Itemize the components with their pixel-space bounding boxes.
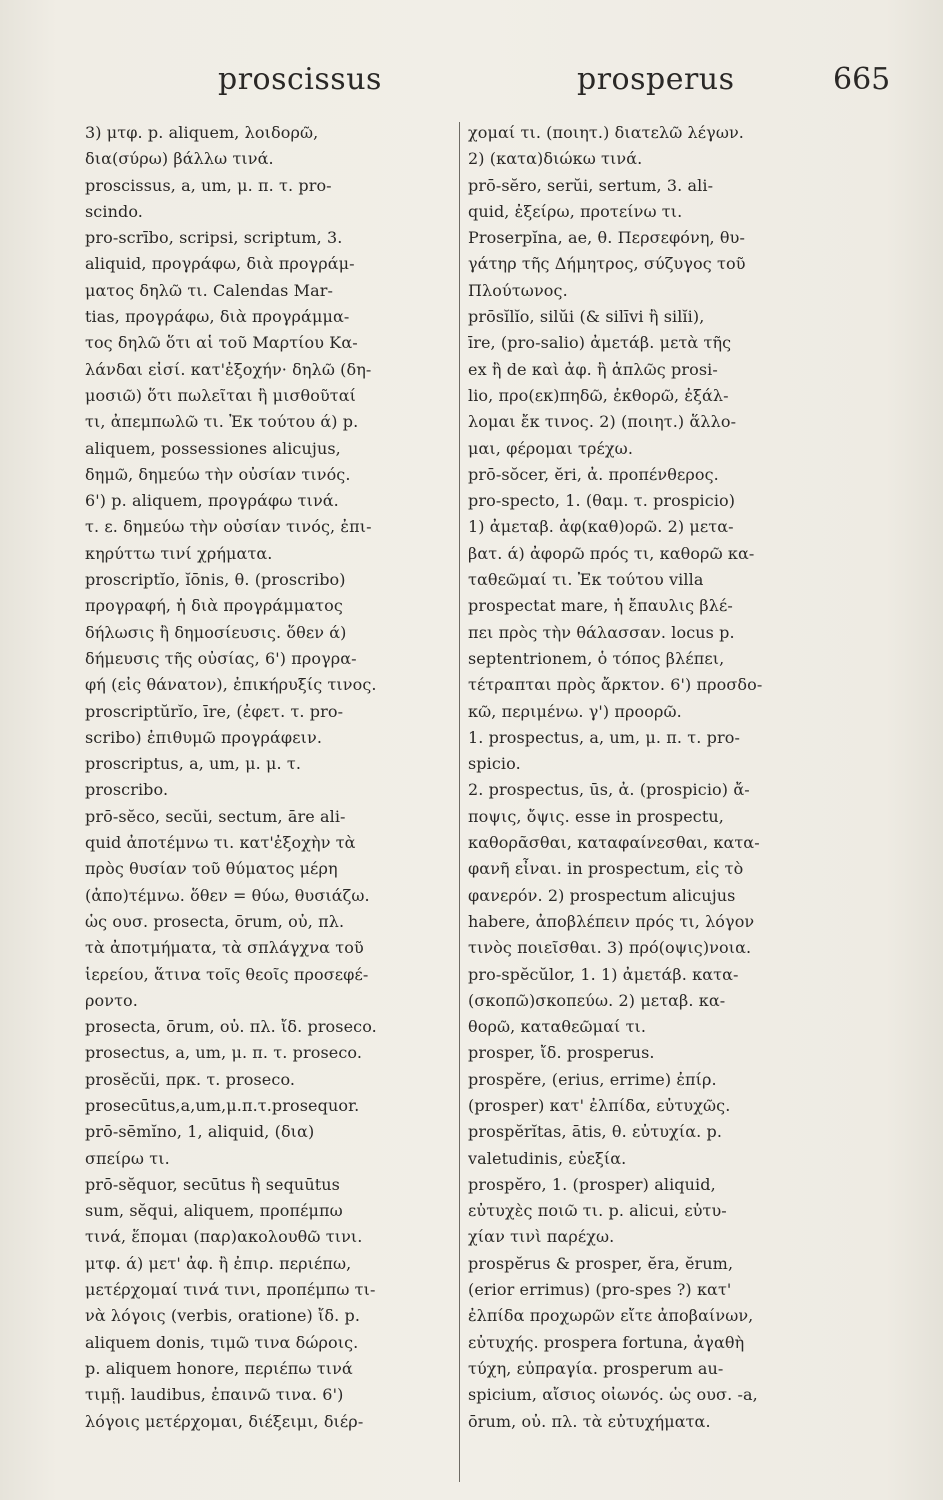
entry-line: Πλούτωνος. — [468, 280, 568, 300]
entry-line: pro-scrībo, scripsi, scriptum, 3. — [85, 228, 343, 248]
entry-line: εὐτυχὲς ποιῶ τι. p. alicui, εὐτυ- — [468, 1201, 727, 1221]
entry-line: τύχη, εὐπραγία. prosperum au- — [468, 1358, 724, 1378]
entry-line: ταθεῶμαί τι. Ἐκ τούτου villa — [468, 570, 704, 590]
entry-line: χομαί τι. (ποιητ.) διατελῶ λέγων. — [468, 123, 744, 142]
entry-line: δημῶ, δημεύω τὴν οὐσίαν τινός. — [85, 464, 351, 484]
entry-line: ποψις, ὄψις. esse in prospectu, — [468, 806, 724, 826]
entry-line: prospĕrus & prosper, ĕra, ĕrum, — [468, 1253, 734, 1273]
entry-line: prosĕcŭi, πρκ. τ. proseco. — [85, 1069, 296, 1089]
entry-line: prospectat mare, ἡ ἔπαυλις βλέ- — [468, 596, 733, 616]
entry-line: quid ἀποτέμνω τι. κατ'ἐξοχὴν τὰ — [85, 833, 356, 853]
entry-line: proscribo. — [85, 780, 169, 800]
right-guide-word: prosperus — [577, 62, 735, 97]
column-divider — [459, 122, 460, 1482]
entry-line: (σκοπῶ)σκοπεύω. 2) μεταβ. κα- — [468, 990, 726, 1010]
entry-line: aliquem, possessiones alicujus, — [85, 438, 341, 458]
entry-line: septentrionem, ὁ τόπος βλέπει, — [468, 648, 725, 668]
entry-line: proscriptŭrĭo, īre, (ἐφετ. τ. pro- — [85, 701, 344, 721]
entry-line: σπείρω τι. — [85, 1148, 170, 1168]
entry-line: prō-sĕquor, secūtus ἢ sequūtus — [85, 1174, 340, 1194]
entry-line: 2) (κατα)διώκω τινά. — [468, 149, 643, 169]
entry-line: sum, sĕqui, aliquem, προπέμπω — [85, 1201, 343, 1221]
entry-line: τινὸς ποιεῖσθαι. 3) πρό(οψις)νοια. — [468, 938, 752, 958]
entry-line: 1. prospectus, a, um, μ. π. τ. pro- — [468, 727, 740, 747]
entry-line: φή (εἰς θάνατον), ἐπικήρυξίς τινος. — [85, 675, 377, 695]
entry-line: κηρύττω τινί χρήματα. — [85, 543, 273, 563]
entry-line: ὡς ουσ. prosecta, ōrum, οὐ, πλ. — [85, 911, 345, 931]
left-guide-word: proscissus — [218, 62, 382, 97]
entry-line: tias, προγράφω, διὰ προγράμμα- — [85, 307, 350, 327]
entry-line: valetudinis, εὐεξία. — [468, 1148, 627, 1168]
entry-line: πει πρὸς τὴν θάλασσαν. locus p. — [468, 622, 735, 642]
entry-line: λόγοις μετέρχομαι, διέξειμι, διέρ- — [85, 1411, 364, 1431]
entry-line: ex ἢ de καὶ ἀφ. ἢ ἁπλῶς prosi- — [468, 359, 718, 379]
entry-line: τι, ἀπεμπωλῶ τι. Ἐκ τούτου ά) p. — [85, 412, 359, 432]
entry-line: prosectus, a, um, μ. π. τ. proseco. — [85, 1043, 363, 1063]
entry-line: πρὸς θυσίαν τοῦ θύματος μέρη — [85, 859, 338, 879]
page-header — [0, 62, 943, 112]
entry-line: proscriptĭo, ĭōnis, θ. (proscribo) — [85, 570, 346, 590]
entry-line: (ἀπο)τέμνω. ὅθεν = θύω, θυσιάζω. — [85, 885, 370, 905]
entry-line: μετέρχομαί τινά τινι, προπέμπω τι- — [85, 1280, 376, 1300]
entry-line: p. aliquem honore, περιέπω τινά — [85, 1358, 353, 1378]
entry-line: (prosper) κατ' ἐλπίδα, εὐτυχῶς. — [468, 1095, 731, 1115]
entry-line: εὐτυχής. prospera fortuna, ἀγαθὴ — [468, 1332, 745, 1352]
entry-line: (erior errimus) (pro-spes ?) κατ' — [468, 1280, 732, 1300]
entry-line: aliquem donis, τιμῶ τινα δώροις. — [85, 1332, 359, 1352]
entry-line: 3) μτφ. p. aliquem, λοιδορῶ, — [85, 123, 319, 142]
entry-line: φανερόν. 2) prospectum alicujus — [468, 885, 736, 905]
entry-line: aliquid, προγράφω, διὰ προγράμ- — [85, 254, 355, 274]
entry-line: τ. ε. δημεύω τὴν οὐσίαν τινός, ἐπι- — [85, 517, 372, 537]
entry-line: spicium, αἴσιος οἰωνός. ὡς ουσ. -a, — [468, 1385, 758, 1405]
entry-line: νὰ λόγοις (verbis, oratione) ἴδ. p. — [85, 1306, 361, 1326]
entry-line: μτφ. ά) μετ' ἀφ. ἢ ἐπιρ. περιέπω, — [85, 1253, 352, 1273]
entry-line: καθορᾶσθαι, καταφαίνεσθαι, κατα- — [468, 833, 760, 853]
entry-line: τος δηλῶ ὅτι αἱ τοῦ Μαρτίου Κα- — [85, 333, 358, 353]
entry-line: θορῶ, καταθεῶμαί τι. — [468, 1017, 647, 1037]
entry-line: δήμευσις τῆς οὐσίας, 6') προγρα- — [85, 648, 357, 668]
entry-line: 2. prospectus, ūs, ἀ. (prospicio) ἄ- — [468, 780, 750, 800]
entry-line: prō-sēmĭno, 1, aliquid, (δια) — [85, 1122, 315, 1142]
entry-line: τέτραπται πρὸς ἄρκτον. 6') προσδο- — [468, 675, 763, 695]
page-number: 665 — [833, 62, 891, 97]
entry-line: τιμῇ. laudibus, ἐπαινῶ τινα. 6') — [85, 1385, 344, 1405]
entry-line: quid, ἐξείρω, προτείνω τι. — [468, 201, 683, 221]
entry-line: 6') p. aliquem, προγράφω τινά. — [85, 491, 339, 511]
entry-line: κῶ, περιμένω. γ') προορῶ. — [468, 701, 682, 721]
entry-line: prosecūtus,a,um,μ.π.τ.prosequor. — [85, 1095, 360, 1115]
entry-line: ματος δηλῶ τι. Calendas Mar- — [85, 280, 334, 300]
left-column — [85, 120, 465, 1435]
entry-line: δήλωσις ἢ δημοσίευσις. ὅθεν ά) — [85, 622, 347, 642]
entry-line: prosecta, ōrum, οὐ. πλ. ἴδ. proseco. — [85, 1017, 377, 1037]
entry-line: βατ. ά) ἀφορῶ πρός τι, καθορῶ κα- — [468, 543, 755, 563]
entry-line: ἱερείου, ἅτινα τοῖς θεοῖς προσεφέ- — [85, 964, 369, 984]
entry-line: λάνδαι εἰσί. κατ'ἐξοχήν· δηλῶ (δη- — [85, 359, 372, 379]
entry-line: τινά, ἕπομαι (παρ)ακολουθῶ τινι. — [85, 1227, 363, 1247]
entry-line: prospĕre, (erius, errime) ἐπίρ. — [468, 1069, 717, 1089]
entry-line: proscriptus, a, um, μ. μ. τ. — [85, 754, 302, 774]
entry-line: scribo) ἐπιθυμῶ προγράφειν. — [85, 727, 323, 747]
entry-line: ōrum, οὐ. πλ. τὰ εὐτυχήματα. — [468, 1411, 711, 1431]
entry-line: λομαι ἔκ τινος. 2) (ποιητ.) ἅλλο- — [468, 412, 737, 432]
entry-line: prospĕro, 1. (prosper) aliquid, — [468, 1174, 716, 1194]
entry-line: habere, ἀποβλέπειν πρός τι, λόγον — [468, 911, 755, 931]
right-column — [468, 120, 848, 1435]
entry-line: φανῆ εἶναι. in prospectum, εἰς τὸ — [468, 859, 744, 879]
entry-line: ροντο. — [85, 990, 138, 1010]
entry-line: 1) ἀμεταβ. ἀφ(καθ)ορῶ. 2) μετα- — [468, 517, 734, 537]
entry-line: μοσιῶ) ὅτι πωλεῖται ἢ μισθοῦταί — [85, 385, 357, 405]
entry-line: scindo. — [85, 201, 143, 221]
entry-line: Proserpĭna, ae, θ. Περσεφόνη, θυ- — [468, 228, 745, 248]
entry-line: μαι, φέρομαι τρέχω. — [468, 438, 634, 458]
entry-line: īre, (pro-salio) ἀμετάβ. μετὰ τῆς — [468, 333, 732, 353]
entry-line: χίαν τινὶ παρέχω. — [468, 1227, 615, 1247]
entry-line: proscissus, a, um, μ. π. τ. pro- — [85, 175, 332, 195]
entry-line: γάτηρ τῆς Δήμητρος, σύζυγος τοῦ — [468, 254, 746, 274]
entry-line: prosper, ἴδ. prosperus. — [468, 1043, 655, 1063]
entry-line: δια(σύρω) βάλλω τινά. — [85, 149, 274, 169]
entry-line: prō-sŏcer, ĕri, ἀ. προπένθερος. — [468, 464, 719, 484]
entry-line: pro-specto, 1. (θαμ. τ. prospicio) — [468, 491, 736, 511]
entry-line: ἐλπίδα προχωρῶν εἴτε ἀποβαίνων, — [468, 1306, 754, 1326]
entry-line: τὰ ἀποτμήματα, τὰ σπλάγχνα τοῦ — [85, 938, 364, 958]
entry-line: pro-spĕcŭlor, 1. 1) ἀμετάβ. κατα- — [468, 964, 739, 984]
entry-line: προγραφή, ἡ διὰ προγράμματος — [85, 596, 343, 616]
entry-line: lio, προ(εκ)πηδῶ, ἐκθορῶ, ἐξάλ- — [468, 385, 729, 405]
entry-line: prōsĭlĭo, silŭi (& silīvi ἢ silĭi), — [468, 307, 705, 327]
entry-line: prō-sĕco, secŭi, sectum, āre ali- — [85, 806, 346, 826]
entry-line: prospĕrĭtas, ātis, θ. εὐτυχία. p. — [468, 1122, 723, 1142]
entry-line: spicio. — [468, 754, 521, 774]
entry-line: prō-sĕro, serŭi, sertum, 3. ali- — [468, 175, 714, 195]
